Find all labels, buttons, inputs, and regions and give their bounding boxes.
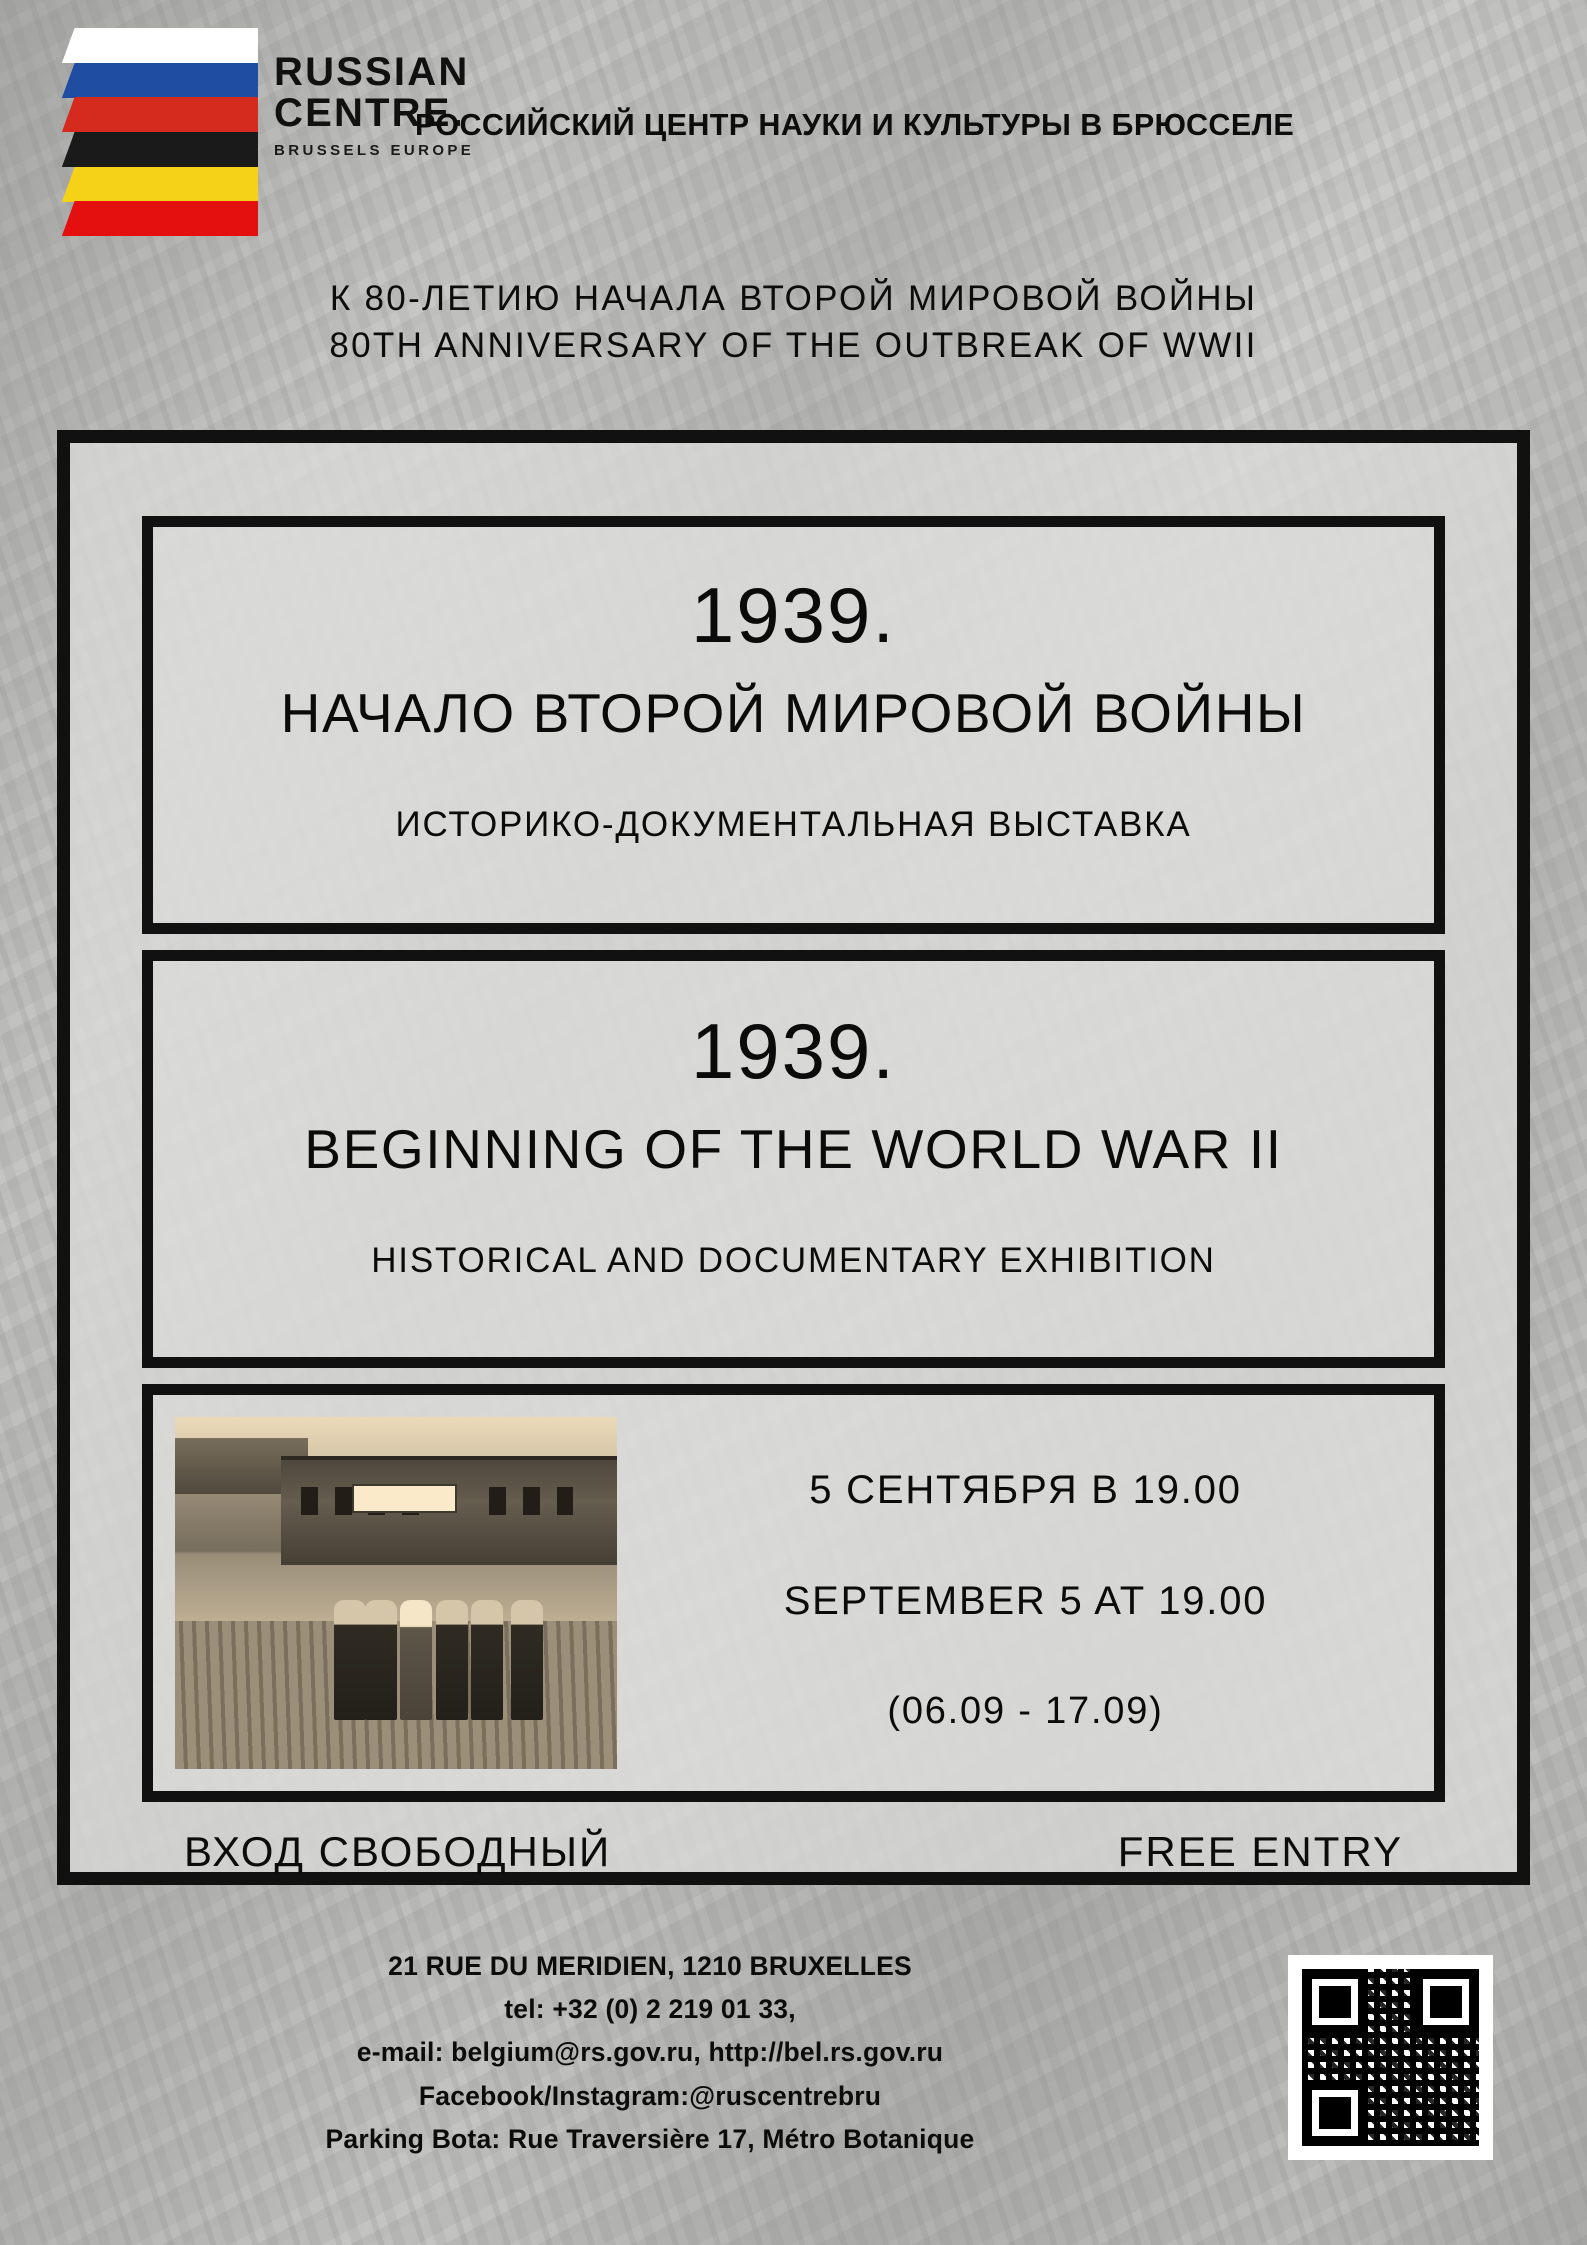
photo-container [153, 1395, 617, 1791]
panel-english [142, 950, 1445, 1368]
anniversary-block [0, 276, 1587, 369]
headline-en: BEGINNING OF THE WORLD WAR II [304, 1117, 1283, 1180]
archival-photo [175, 1417, 617, 1769]
event-date-ru: 5 СЕНТЯБРЯ В 19.00 [809, 1468, 1242, 1512]
logo-line-2: CENTRE. [274, 90, 465, 135]
footer-contacts [150, 1945, 1150, 2161]
qr-eye-top-left [1302, 1969, 1368, 2035]
logo-line-3: BRUSSELS EUROPE [274, 141, 475, 159]
event-date-range: (06.09 - 17.09) [887, 1690, 1164, 1732]
qr-code[interactable] [1288, 1955, 1493, 2160]
free-entry-en: FREE ENTRY [1117, 1828, 1403, 1875]
footer-address: 21 RUE DU MERIDIEN, 1210 BRUXELLES [388, 1951, 912, 1981]
organisation-title-ru: РОССИЙСКИЙ ЦЕНТР НАУКИ И КУЛЬТУРЫ В БРЮССЕЛЕ [415, 108, 1295, 142]
qr-eye-bottom-left [1302, 2080, 1368, 2146]
entry-row [142, 1828, 1445, 1876]
free-entry-ru: ВХОД СВОБОДНЫЙ [184, 1828, 612, 1875]
footer-tel: tel: +32 (0) 2 219 01 33, [504, 1994, 796, 2025]
anniversary-line-ru: К 80-ЛЕТИЮ НАЧАЛА ВТОРОЙ МИРОВОЙ ВОЙНЫ [329, 279, 1258, 318]
footer-email[interactable]: e-mail: belgium@rs.gov.ru, http://bel.rs.gov.ru [356, 2037, 944, 2068]
logo-line-1: RUSSIAN [274, 50, 470, 94]
qr-eye-top-right [1413, 1969, 1479, 2035]
panel-russian [142, 516, 1445, 934]
flag-logo-icon [62, 28, 258, 236]
headline-ru: НАЧАЛО ВТОРОЙ МИРОВОЙ ВОЙНЫ [280, 681, 1307, 744]
anniversary-line-en: 80TH ANNIVERSARY OF THE OUTBREAK OF WWII [329, 325, 1258, 365]
subline-en: HISTORICAL AND DOCUMENTARY EXHIBITION [371, 1241, 1216, 1281]
year-ru: 1939. [690, 571, 897, 659]
subline-ru: ИСТОРИКО-ДОКУМЕНТАЛЬНАЯ ВЫСТАВКА [395, 805, 1192, 845]
footer-parking: Parking Bota: Rue Traversière 17, Métro Botanique [325, 2123, 975, 2154]
belgian-flag-icon [62, 132, 258, 236]
event-date-en: SEPTEMBER 5 AT 19.00 [783, 1579, 1268, 1623]
footer-social[interactable]: Facebook/Instagram:@ruscentrebru [418, 2080, 882, 2111]
logo-block [62, 28, 474, 236]
info-text-block [617, 1395, 1434, 1791]
russian-flag-icon [62, 28, 258, 132]
main-frame [57, 430, 1530, 1885]
panel-info [142, 1384, 1445, 1802]
qr-code-pattern [1302, 1969, 1479, 2146]
year-en: 1939. [690, 1007, 897, 1095]
